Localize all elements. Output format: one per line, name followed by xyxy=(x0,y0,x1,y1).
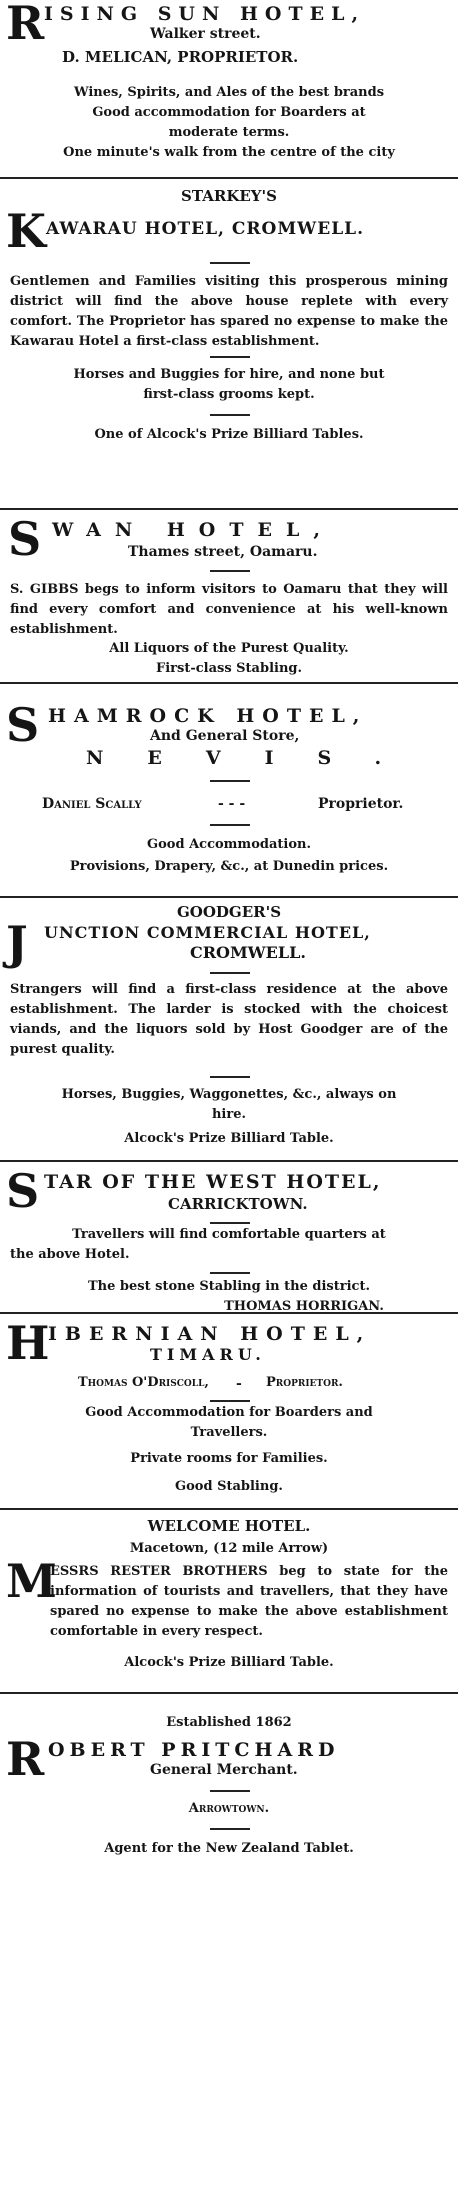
hotel-name: WAN HOTEL, xyxy=(52,519,334,541)
drop-cap: S xyxy=(8,512,42,566)
proprietor-name: Daniel Scally xyxy=(42,796,142,812)
ad-line: hire. xyxy=(211,1107,247,1122)
drop-cap: R xyxy=(6,0,45,50)
store: And General Store, xyxy=(150,728,300,744)
ad-line: All Liquors of the Purest Quality. xyxy=(109,641,349,656)
proprietor-dash: - xyxy=(236,1376,242,1392)
ad-line: Good Accommodation for Boarders and xyxy=(85,1405,373,1420)
divider xyxy=(0,177,458,179)
drop-cap: S xyxy=(6,698,40,752)
hibernian-hotel-ad xyxy=(0,1314,458,1510)
merchant-name: OBERT PRITCHARD xyxy=(48,1739,340,1761)
proprietor: THOMAS HORRIGAN. xyxy=(224,1299,384,1314)
ad-line: Good Stabling. xyxy=(175,1479,283,1494)
ad-line: One minute's walk from the centre of the city xyxy=(63,145,395,160)
ad-line: Travellers. xyxy=(190,1425,268,1440)
trade: General Merchant. xyxy=(150,1762,298,1778)
ad-line: Good accommodation for Boarders at xyxy=(92,105,366,120)
hotel-town: CARRICKTOWN. xyxy=(168,1195,308,1213)
hotel-name: AWARAU HOTEL, CROMWELL. xyxy=(46,219,365,239)
hotel-name: ISING SUN HOTEL, xyxy=(44,3,366,25)
short-divider xyxy=(210,780,250,782)
ad-line: first-class grooms kept. xyxy=(143,387,315,402)
ad-line: moderate terms. xyxy=(168,125,290,140)
street: Walker street. xyxy=(150,26,261,42)
short-divider xyxy=(210,1222,250,1224)
drop-cap: K xyxy=(6,204,46,258)
short-divider xyxy=(210,414,250,416)
ad-line: One of Alcock's Prize Billiard Tables. xyxy=(94,427,364,442)
short-divider xyxy=(210,356,250,358)
short-divider xyxy=(210,1400,250,1402)
place: Arrowtown. xyxy=(188,1801,270,1816)
short-divider xyxy=(210,1790,250,1792)
proprietor-name: Thomas O'Driscoll, xyxy=(78,1375,209,1390)
swan-hotel-ad xyxy=(0,510,458,680)
short-divider xyxy=(210,570,250,572)
street: Thames street, Oamaru. xyxy=(128,544,318,560)
short-divider xyxy=(210,824,250,826)
proprietor-role: Proprietor. xyxy=(318,796,404,812)
short-divider xyxy=(210,972,250,974)
drop-cap: J xyxy=(6,916,28,970)
ad-line: The best stone Stabling in the district. xyxy=(88,1279,370,1294)
robert-pritchard-ad xyxy=(0,1694,458,1894)
hotel-town: TIMARU. xyxy=(150,1345,266,1364)
ad-paragraph: Strangers will find a first-class residence at the above establishment. The larder is stocked with the choicest viands, and the liquors sold by Host Goodger are of the purest quality. xyxy=(10,982,448,1057)
established: Established 1862 xyxy=(166,1715,292,1730)
rising-sun-hotel-ad xyxy=(0,0,458,170)
ad-paragraph: S. GIBBS begs to inform visitors to Oamaru that they will find every comfort and convenience at his well-known establishment. xyxy=(10,582,448,637)
ad-line: Horses, Buggies, Waggonettes, &c., always on xyxy=(61,1087,397,1102)
ad-line: First-class Stabling. xyxy=(155,661,303,676)
hotel-name: TAR OF THE WEST HOTEL, xyxy=(44,1171,382,1193)
place: Macetown, (12 mile Arrow) xyxy=(129,1541,329,1556)
drop-cap: S xyxy=(6,1164,40,1218)
ad-line: Alcock's Prize Billiard Table. xyxy=(124,1655,334,1670)
ad-line: Private rooms for Families. xyxy=(130,1451,328,1466)
ad-line: Travellers will find comfortable quarters at xyxy=(72,1227,386,1242)
ad-header: WELCOME HOTEL. xyxy=(147,1517,311,1535)
ad-line: Wines, Spirits, and Ales of the best brands xyxy=(73,85,385,100)
ad-line: Alcock's Prize Billiard Table. xyxy=(124,1131,334,1146)
short-divider xyxy=(210,1076,250,1078)
ad-header: GOODGER'S xyxy=(176,903,282,921)
ad-paragraph: Gentlemen and Families visiting this prosperous mining district will find the above house replete with every comfort. The Proprietor has spared no expense to make the Kawarau Hotel a first-class establishment. xyxy=(10,274,448,349)
star-of-the-west-hotel-ad xyxy=(0,1162,458,1312)
place: NEVIS. xyxy=(86,747,426,769)
proprietor-dots: - - - xyxy=(218,796,246,812)
ad-line: Good Accommodation. xyxy=(147,837,311,852)
drop-cap: H xyxy=(6,1316,50,1370)
kawarau-hotel-ad xyxy=(0,180,458,510)
proprietor-role: Proprietor. xyxy=(266,1375,343,1390)
drop-cap: M xyxy=(6,1554,57,1608)
hotel-name: IBERNIAN HOTEL, xyxy=(48,1323,372,1345)
ad-line: Agent for the New Zealand Tablet. xyxy=(104,1841,354,1856)
ad-line: Horses and Buggies for hire, and none but xyxy=(73,367,385,382)
short-divider xyxy=(210,1828,250,1830)
ad-line: Provisions, Drapery, &c., at Dunedin prices. xyxy=(69,859,389,874)
short-divider xyxy=(210,1272,250,1274)
ad-paragraph: ESSRS RESTER BROTHERS beg to state for the information of tourists and travellers, that they have spared no expense to make the above establishment comfortable in every respect. xyxy=(50,1564,448,1639)
proprietor: D. MELICAN, PROPRIETOR. xyxy=(62,48,299,66)
ad-line: the above Hotel. xyxy=(10,1247,130,1262)
hotel-town: CROMWELL. xyxy=(190,943,306,962)
hotel-name: HAMROCK HOTEL, xyxy=(48,705,368,727)
hotel-name: UNCTION COMMERCIAL HOTEL, xyxy=(44,923,371,942)
drop-cap: R xyxy=(6,1732,45,1786)
ad-header: STARKEY'S xyxy=(181,187,277,205)
short-divider xyxy=(210,262,250,264)
